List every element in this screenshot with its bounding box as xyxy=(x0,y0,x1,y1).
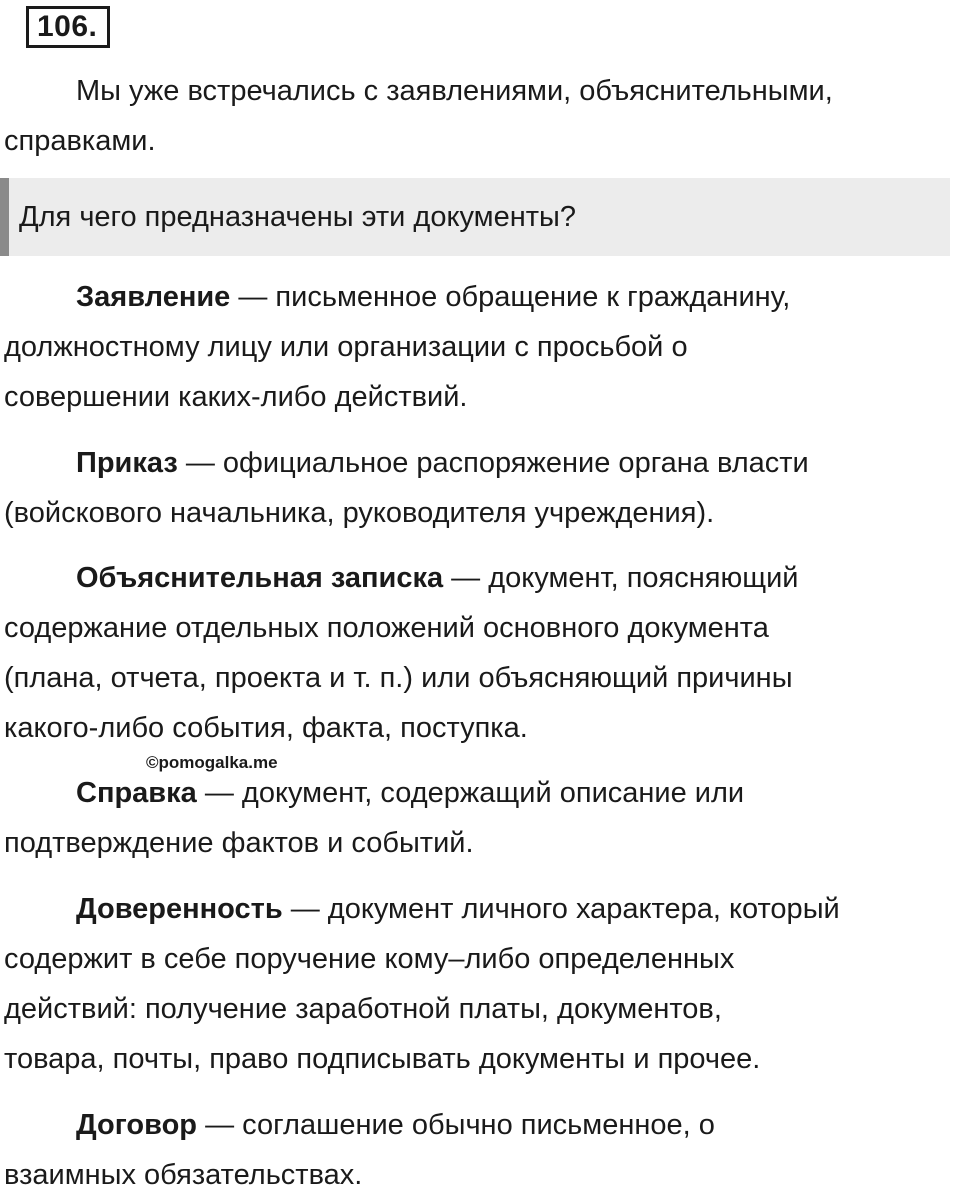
definition-term: Объяснительная записка xyxy=(76,562,444,594)
definition-line: должностному лицу или организации с просьбой о xyxy=(4,331,688,363)
definition-line: действий: получение заработной платы, документов, xyxy=(4,993,722,1025)
definition-first-line xyxy=(4,438,956,488)
definition-text: — документ личного характера, который xyxy=(282,893,840,925)
intro-line-2: справками. xyxy=(4,125,156,157)
definition-line: взаимных обязательствах. xyxy=(4,1159,363,1191)
definition-term: Заявление xyxy=(76,281,231,313)
definition-term: Доверенность xyxy=(76,893,283,925)
definition-obyasnitelnaya xyxy=(4,553,956,753)
question-callout xyxy=(0,178,950,256)
definition-doverennost xyxy=(4,884,956,1084)
definition-text: — документ, поясняющий xyxy=(443,562,799,594)
definition-first-line xyxy=(4,272,956,322)
definition-zayavlenie xyxy=(4,272,956,422)
definition-dogovor xyxy=(4,1100,956,1200)
definition-line: подтверждение фактов и событий. xyxy=(4,827,474,859)
definition-line: содержит в себе поручение кому–либо определенных xyxy=(4,943,735,975)
definition-term: Приказ xyxy=(76,447,178,479)
definition-first-line xyxy=(4,768,956,818)
question-text: Для чего предназначены эти документы? xyxy=(19,201,576,233)
definition-line: (войскового начальника, руководителя учреждения). xyxy=(4,497,715,529)
definition-spravka xyxy=(4,768,956,868)
watermark: ©pomogalka.me xyxy=(146,753,278,772)
definition-first-line xyxy=(4,884,956,934)
intro-line-1: Мы уже встречались с заявлениями, объяснительными, xyxy=(76,75,833,107)
definition-line: товара, почты, право подписывать документы и прочее. xyxy=(4,1043,761,1075)
definition-line: (плана, отчета, проекта и т. п.) или объясняющий причины xyxy=(4,662,793,694)
definition-first-line xyxy=(4,553,956,603)
definition-text: — документ, содержащий описание или xyxy=(196,777,745,809)
definition-prikaz xyxy=(4,438,956,538)
definition-text: — письменное обращение к гражданину, xyxy=(230,281,791,313)
definition-term: Справка xyxy=(76,777,197,809)
definition-text: — соглашение обычно письменное, о xyxy=(197,1109,715,1141)
task-number-box: 106. xyxy=(26,6,110,48)
definition-term: Договор xyxy=(76,1109,198,1141)
definition-text: — официальное распоряжение органа власти xyxy=(177,447,809,479)
definition-line: какого-либо события, факта, поступка. xyxy=(4,712,528,744)
intro-paragraph xyxy=(4,66,956,166)
definition-line: содержание отдельных положений основного документа xyxy=(4,612,769,644)
definition-line: совершении каких-либо действий. xyxy=(4,381,468,413)
definition-first-line xyxy=(4,1100,956,1150)
